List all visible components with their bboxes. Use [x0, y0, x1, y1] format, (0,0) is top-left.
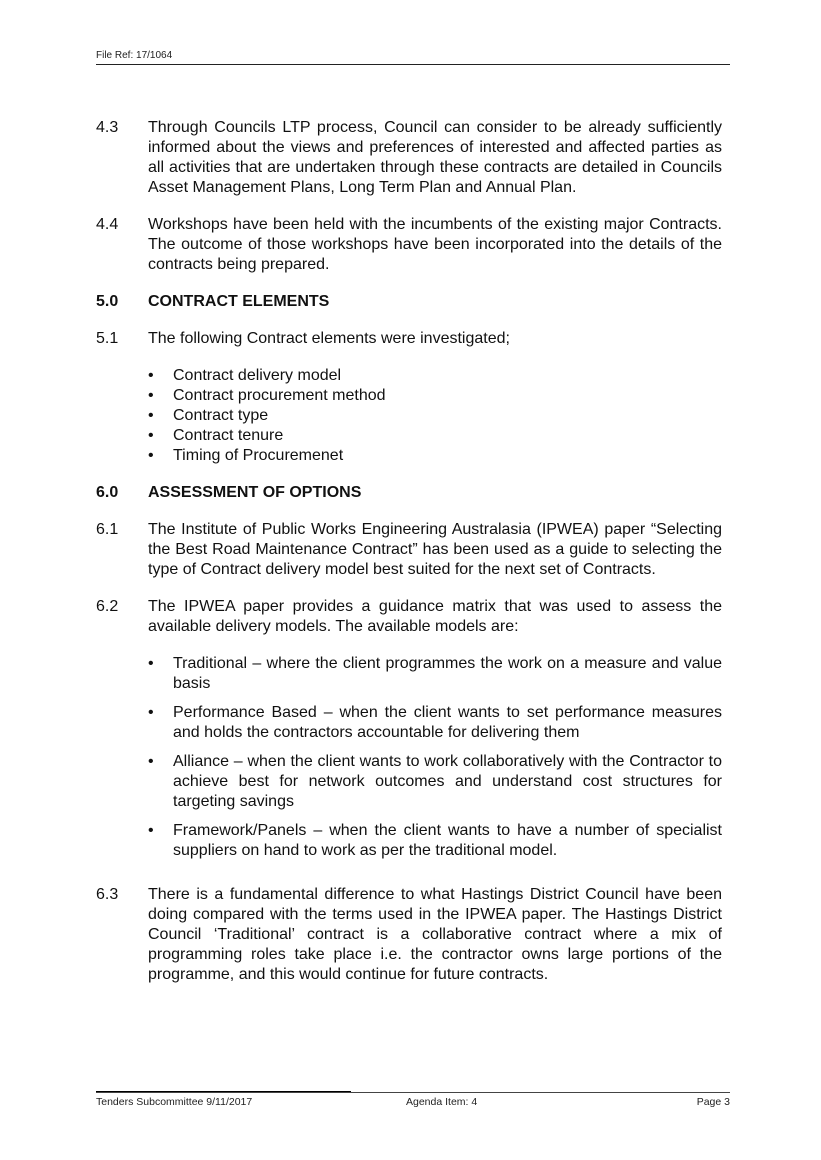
- section-number: 6.0: [96, 484, 119, 501]
- list-item: [148, 654, 722, 694]
- paragraph-4-3: [96, 118, 722, 198]
- list-item: [148, 386, 722, 406]
- list-item-text: Performance Based – when the client wants to set performance measures and holds the contractors accountable for delivering them: [173, 704, 722, 741]
- list-item: [148, 446, 722, 466]
- paragraph-number: 4.4: [96, 216, 119, 233]
- bullet-icon: •: [148, 427, 154, 444]
- section-number: 5.0: [96, 293, 119, 310]
- file-reference: File Ref: 17/1064: [96, 50, 730, 65]
- bullet-icon: •: [148, 704, 154, 721]
- paragraph-text: There is a fundamental difference to what Hastings District Council have been doing compared with the terms used in the IPWEA paper. The Hastings District Council ‘Traditional’ contract is a collaborative contract where a mix of programming roles take place i.e. the contractor owns large portions of the programme, and this would continue for future contracts.: [148, 886, 722, 983]
- list-item-text: Traditional – where the client programmes the work on a measure and value basis: [173, 655, 722, 692]
- contract-elements-list: [148, 366, 722, 466]
- list-item: [148, 703, 722, 743]
- paragraph-number: 6.2: [96, 598, 119, 615]
- section-title: ASSESSMENT OF OPTIONS: [148, 484, 362, 501]
- bullet-icon: •: [148, 753, 154, 770]
- paragraph-6-2: [96, 597, 722, 637]
- list-item: [148, 752, 722, 812]
- bullet-icon: •: [148, 447, 154, 464]
- list-item-text: Contract type: [173, 407, 269, 424]
- paragraph-number: 6.3: [96, 886, 119, 903]
- section-heading-6: [96, 483, 722, 503]
- paragraph-5-1: [96, 329, 722, 349]
- paragraph-text: The following Contract elements were investigated;: [148, 330, 510, 347]
- paragraph-6-3: [96, 885, 722, 985]
- paragraph-6-1: [96, 520, 722, 580]
- list-item: [148, 426, 722, 446]
- bullet-icon: •: [148, 407, 154, 424]
- paragraph-number: 5.1: [96, 330, 119, 347]
- paragraph-text: Workshops have been held with the incumbents of the existing major Contracts. The outcome of those workshops have been incorporated into the details of the contracts being prepared.: [148, 216, 722, 273]
- list-item-text: Contract procurement method: [173, 387, 386, 404]
- bullet-icon: •: [148, 822, 154, 839]
- section-title: CONTRACT ELEMENTS: [148, 293, 330, 310]
- list-item-text: Framework/Panels – when the client wants to have a number of specialist suppliers on hand to work as per the traditional model.: [173, 822, 722, 859]
- paragraph-number: 6.1: [96, 521, 119, 538]
- bullet-icon: •: [148, 367, 154, 384]
- footer-agenda-item: Agenda Item: 4: [406, 1096, 478, 1108]
- list-item: [148, 821, 722, 861]
- list-item: [148, 366, 722, 386]
- paragraph-text: Through Councils LTP process, Council can consider to be already sufficiently informed about the views and preferences of interested and affected parties as all activities that are undertaken through these contracts are detailed in Councils Asset Management Plans, Long Term Plan and Annual Plan.: [148, 119, 722, 196]
- bullet-icon: •: [148, 387, 154, 404]
- page-footer: [96, 1092, 730, 1108]
- document-body: [96, 118, 722, 1002]
- section-heading-5: [96, 292, 722, 312]
- footer-meeting: Tenders Subcommittee 9/11/2017: [96, 1091, 351, 1108]
- paragraph-text: The IPWEA paper provides a guidance matrix that was used to assess the available delivery models. The available models are:: [148, 598, 722, 635]
- delivery-models-list: [148, 654, 722, 861]
- footer-page-number: Page 3: [696, 1096, 730, 1108]
- paragraph-number: 4.3: [96, 119, 119, 136]
- paragraph-text: The Institute of Public Works Engineering Australasia (IPWEA) paper “Selecting the Best Road Maintenance Contract” has been used as a guide to selecting the type of Contract delivery model best suited for the next set of Contracts.: [148, 521, 722, 578]
- list-item-text: Contract delivery model: [173, 367, 342, 384]
- list-item-text: Timing of Procuremenet: [173, 447, 344, 464]
- list-item-text: Alliance – when the client wants to work collaboratively with the Contractor to achieve best for network outcomes and understand cost structures for targeting savings: [173, 753, 722, 810]
- paragraph-4-4: [96, 215, 722, 275]
- list-item: [148, 406, 722, 426]
- bullet-icon: •: [148, 655, 154, 672]
- list-item-text: Contract tenure: [173, 427, 284, 444]
